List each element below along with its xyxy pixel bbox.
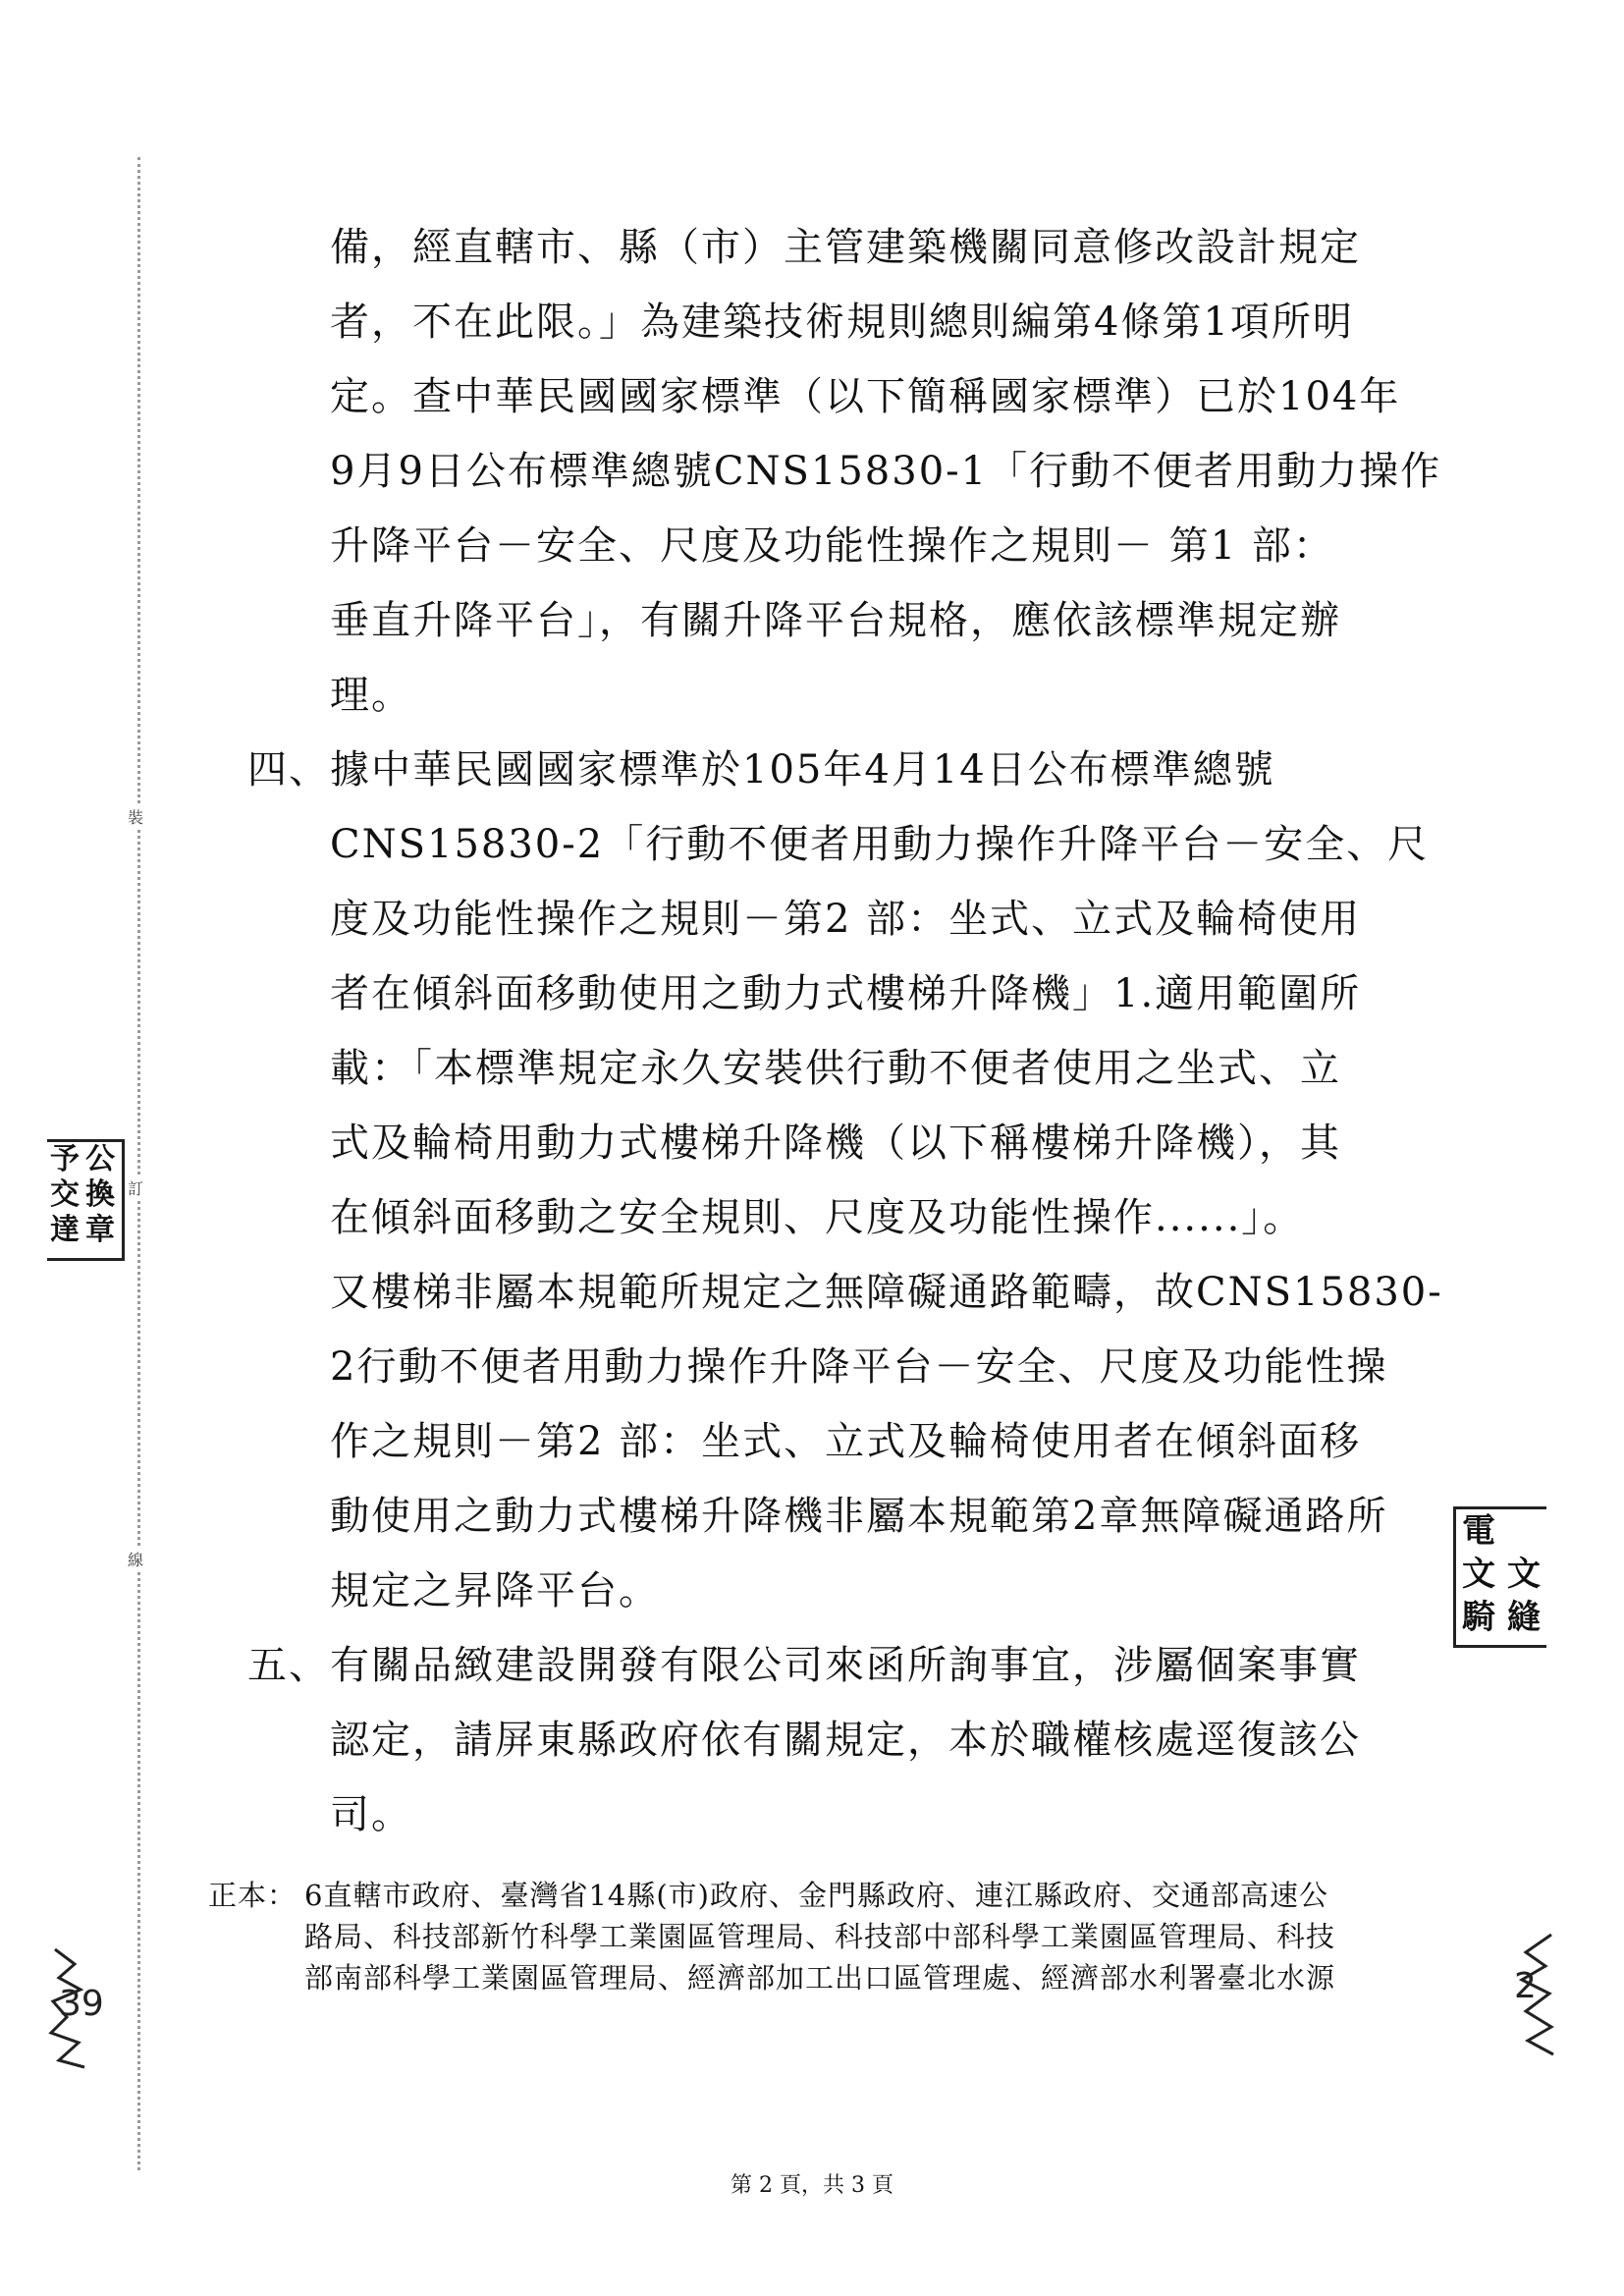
recipients-line: 部南部科學工業園區管理局、經濟部加工出口區管理處、經濟部水利署臺北水源	[304, 1961, 1336, 1995]
seal-right	[1492, 1925, 1561, 2062]
seal-left	[45, 1944, 124, 2072]
seal-left-number: 39	[59, 1984, 104, 2024]
body-line: 在傾斜面移動之安全規則、尺度及功能性操作......」。	[330, 1195, 1305, 1240]
item-number: 四、	[247, 747, 330, 793]
stamp-char: 達	[50, 1213, 80, 1247]
body-line: 作之規則－第2 部：坐式、立式及輪椅使用者在傾斜面移	[330, 1419, 1362, 1464]
body-line: 載：「本標準規定永久安裝供行動不便者使用之坐式、立	[330, 1046, 1341, 1091]
binding-mark-zhuang: 裝	[128, 805, 143, 828]
stamp-char: 騎	[1462, 1598, 1495, 1637]
body-line: 備，經直轄市、縣（市）主管建築機關同意修改設計規定	[330, 225, 1361, 270]
body-line: CNS15830-2「行動不便者用動力操作升降平台－安全、尺	[330, 822, 1430, 867]
recipients-label: 正本：	[208, 1879, 298, 1912]
stamp-char: 交	[50, 1177, 80, 1212]
body-line: 2行動不便者用動力操作升降平台－安全、尺度及功能性操	[330, 1344, 1388, 1390]
stamp-char: 予	[50, 1142, 80, 1176]
seal-right-number: 2	[1514, 1966, 1537, 2006]
stamp-char: 電	[1462, 1511, 1495, 1551]
body-line: 規定之昇降平台。	[330, 1568, 660, 1613]
item-number: 五、	[247, 1643, 330, 1688]
recipients-line: 路局、科技部新竹科學工業園區管理局、科技部中部科學工業園區管理局、科技	[304, 1920, 1336, 1953]
binding-dotted-line	[137, 157, 140, 2170]
body-line: 有關品緻建設開發有限公司來函所詢事宜，涉屬個案事實	[330, 1643, 1361, 1688]
body-line: 垂直升降平台」，有關升降平台規格，應依該標準規定辦	[330, 598, 1341, 643]
body-line: 據中華民國國家標準於105年4月14日公布標準總號	[330, 747, 1275, 793]
body-line: 度及功能性操作之規則－第2 部：坐式、立式及輪椅使用	[330, 897, 1362, 942]
body-line: 升降平台－安全、尺度及功能性操作之規則－ 第1 部：	[330, 523, 1334, 569]
body-line: 者，不在此限。」為建築技術規則總則編第4條第1項所明	[330, 300, 1354, 345]
body-line: 認定，請屏東縣政府依有關規定，本於職權核處逕復該公	[330, 1718, 1361, 1763]
recipients-line: 6直轄市政府、臺灣省14縣(市)政府、金門縣政府、連江縣政府、交通部高速公	[304, 1879, 1328, 1912]
body-line: 又樓梯非屬本規範所規定之無障礙通路範疇，故CNS15830-	[330, 1270, 1443, 1315]
body-line: 理。	[330, 673, 412, 718]
body-line: 定。查中華民國國家標準（以下簡稱國家標準）已於104年	[330, 374, 1401, 419]
exchange-stamp-left	[47, 1139, 125, 1261]
seam-stamp-right	[1453, 1506, 1546, 1648]
stamp-char: 文	[1462, 1555, 1495, 1594]
body-line: 動使用之動力式樓梯升降機非屬本規範第2章無障礙通路所	[330, 1494, 1388, 1539]
stamp-char	[1501, 1509, 1546, 1553]
body-line: 9月9日公布標準總號CNS15830-1「行動不便者用動力操作	[330, 449, 1442, 494]
stamp-char: 章	[85, 1213, 115, 1247]
body-line: 式及輪椅用動力式樓梯升降機（以下稱樓梯升降機），其	[330, 1121, 1341, 1166]
binding-mark-ding: 訂	[128, 1176, 143, 1199]
page-footer: 第 2 頁，共 3 頁	[731, 2173, 893, 2198]
body-line: 司。	[330, 1792, 412, 1837]
body-line: 者在傾斜面移動使用之動力式樓梯升降機」1.適用範圍所	[330, 971, 1362, 1016]
stamp-char: 公	[85, 1142, 115, 1176]
stamp-char: 換	[85, 1177, 115, 1212]
stamp-char: 縫	[1507, 1598, 1541, 1637]
stamp-char: 文	[1507, 1555, 1541, 1594]
binding-mark-xian: 線	[128, 1548, 143, 1570]
